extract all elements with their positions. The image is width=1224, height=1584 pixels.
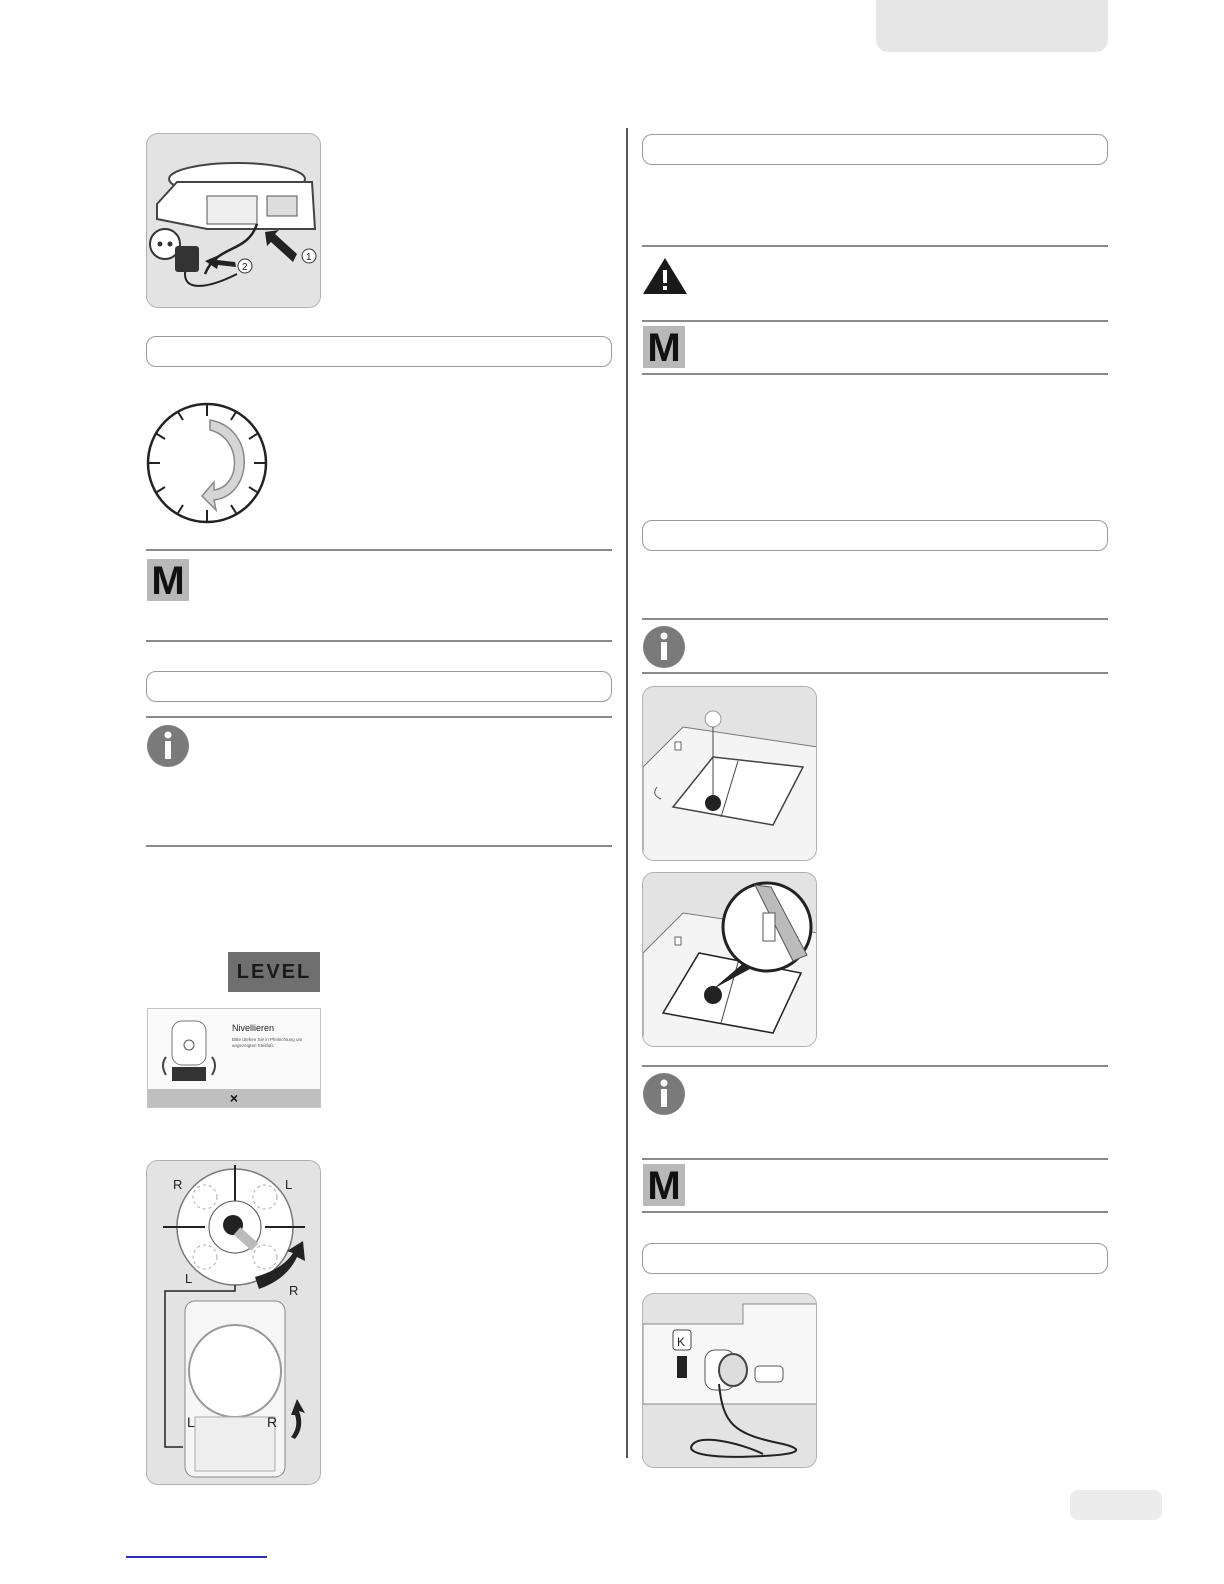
info-icon bbox=[146, 724, 190, 768]
divider bbox=[642, 618, 1108, 620]
arrow-1-label: 1 bbox=[306, 252, 312, 263]
dialog-close-button[interactable]: × bbox=[148, 1089, 320, 1107]
pan-support-figure-2 bbox=[642, 872, 817, 1047]
pan-support-figure-1 bbox=[642, 686, 817, 861]
dial-label-l-bottom: L bbox=[185, 1271, 193, 1286]
column-divider bbox=[626, 128, 628, 1458]
divider bbox=[146, 549, 612, 551]
divider bbox=[642, 1065, 1108, 1067]
level-display-badge: LEVEL bbox=[228, 952, 320, 992]
foot-right-label: R bbox=[267, 1414, 278, 1430]
info-icon bbox=[642, 625, 686, 669]
section-header-bar bbox=[146, 671, 612, 702]
warm-up-clock-icon bbox=[144, 400, 270, 526]
divider bbox=[642, 245, 1108, 247]
info-icon bbox=[642, 1072, 686, 1116]
divider bbox=[146, 640, 612, 642]
divider bbox=[146, 716, 612, 718]
arrow-2-label: 2 bbox=[242, 262, 248, 273]
dialog-text: Bitte drehen Sie in Pfeilrichtung um angezeigten Steilfuß. bbox=[232, 1037, 303, 1048]
section-header-bar bbox=[642, 1243, 1108, 1274]
foot-left-label: L bbox=[187, 1414, 195, 1430]
page-header-tab bbox=[876, 0, 1108, 52]
maintenance-icon: M bbox=[147, 559, 189, 601]
maintenance-icon: M bbox=[643, 1164, 685, 1206]
warning-icon bbox=[642, 256, 688, 296]
divider bbox=[642, 1211, 1108, 1213]
level-dialog-screen bbox=[147, 1008, 321, 1108]
dial-label-l-top: L bbox=[285, 1177, 293, 1192]
dial-label-r-top: R bbox=[173, 1177, 183, 1192]
section-header-bar bbox=[146, 336, 612, 367]
footer-link-underline bbox=[126, 1556, 267, 1558]
page-number-tab bbox=[1070, 1490, 1162, 1520]
dial-label-r-bottom: R bbox=[289, 1283, 299, 1298]
maintenance-icon: M bbox=[643, 326, 685, 368]
section-header-bar bbox=[642, 520, 1108, 551]
divider bbox=[146, 845, 612, 847]
divider bbox=[642, 373, 1108, 375]
divider bbox=[642, 1158, 1108, 1160]
divider bbox=[642, 672, 1108, 674]
leveling-feet-figure bbox=[146, 1160, 321, 1485]
section-header-bar bbox=[642, 134, 1108, 165]
anti-theft-lock-figure bbox=[642, 1293, 817, 1468]
lock-k-label: K bbox=[677, 1335, 686, 1349]
dialog-title: Nivellieren bbox=[232, 1023, 275, 1033]
divider bbox=[642, 320, 1108, 322]
power-adapter-figure bbox=[146, 133, 321, 308]
